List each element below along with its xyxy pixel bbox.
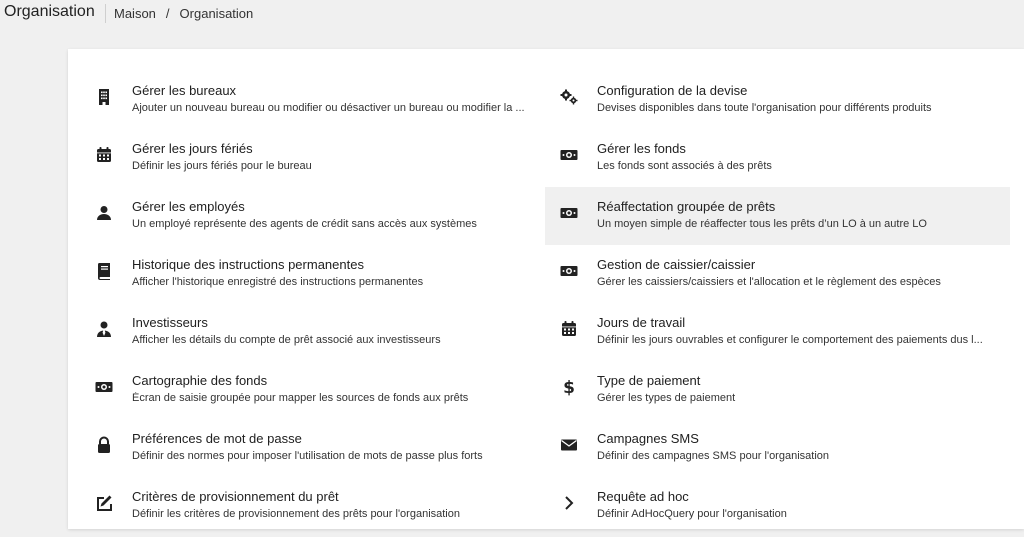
menu-item-right-3[interactable]	[545, 187, 1010, 245]
breadcrumb-separator: /	[165, 6, 170, 21]
menu-item-description: Afficher l'historique enregistré des instructions permanentes	[132, 276, 424, 288]
menu-item-description: Un employé représente des agents de crédit sans accès aux systèmes	[132, 218, 477, 230]
menu-item-title: Configuration de la devise	[597, 83, 748, 98]
menu-item-description: Afficher les détails du compte de prêt associé aux investisseurs	[132, 334, 441, 346]
menu-item-left-6[interactable]	[68, 364, 546, 421]
top-bar	[0, 0, 1024, 30]
menu-item-title: Requête ad hoc	[597, 489, 689, 504]
menu-item-left-8[interactable]	[68, 480, 546, 537]
menu-item-description: Définir les jours ouvrables et configurer le comportement des paiements dus l...	[597, 334, 983, 346]
calendar-icon	[94, 145, 114, 165]
menu-item-description: Ajouter un nouveau bureau ou modifier ou désactiver un bureau ou modifier la ...	[132, 102, 525, 114]
menu-item-description: Gérer les types de paiement	[597, 392, 736, 404]
menu-item-title: Type de paiement	[597, 373, 701, 388]
menu-item-right-7[interactable]	[545, 422, 1010, 479]
book-icon	[94, 261, 114, 281]
money-icon	[94, 377, 114, 397]
menu-item-title: Gérer les employés	[132, 199, 245, 214]
envelope-icon	[559, 435, 579, 455]
menu-item-title: Investisseurs	[132, 315, 208, 330]
menu-item-description: Devises disponibles dans toute l'organisation pour différents produits	[597, 102, 932, 114]
menu-item-title: Campagnes SMS	[597, 431, 699, 446]
menu-item-title: Historique des instructions permanentes	[132, 257, 364, 272]
breadcrumb-current: Organisation	[179, 6, 254, 21]
menu-item-title: Gérer les jours fériés	[132, 141, 253, 156]
menu-item-right-2[interactable]	[545, 132, 1010, 189]
menu-item-title: Gérer les fonds	[597, 141, 686, 156]
user-tie-icon	[94, 319, 114, 339]
page-title: Organisation	[4, 3, 95, 20]
menu-item-right-4[interactable]	[545, 248, 1010, 305]
menu-item-title: Réaffectation groupée de prêts	[597, 199, 776, 214]
money-icon	[559, 203, 579, 223]
menu-item-description: Écran de saisie groupée pour mapper les sources de fonds aux prêts	[132, 392, 469, 404]
calendar-icon	[559, 319, 579, 339]
lock-icon	[94, 435, 114, 455]
menu-item-description: Les fonds sont associés à des prêts	[597, 160, 772, 172]
menu-item-left-3[interactable]	[68, 190, 546, 247]
menu-item-left-7[interactable]	[68, 422, 546, 479]
breadcrumb-home[interactable]: Maison	[114, 6, 156, 21]
building-icon	[94, 87, 114, 107]
menu-item-left-4[interactable]	[68, 248, 546, 305]
edit-icon	[94, 493, 114, 513]
money-icon	[559, 261, 579, 281]
menu-item-left-5[interactable]	[68, 306, 546, 363]
menu-item-title: Critères de provisionnement du prêt	[132, 489, 339, 504]
menu-item-description: Gérer les caissiers/caissiers et l'allocation et le règlement des espèces	[597, 276, 941, 288]
person-icon	[94, 203, 114, 223]
menu-item-description: Un moyen simple de réaffecter tous les prêts d’un LO à un autre LO	[597, 218, 927, 230]
menu-item-title: Préférences de mot de passe	[132, 431, 302, 446]
menu-item-title: Jours de travail	[597, 315, 686, 330]
organisation-menu-card	[68, 49, 1024, 529]
breadcrumb	[114, 6, 253, 21]
menu-item-description: Définir les critères de provisionnement des prêts pour l'organisation	[132, 508, 460, 520]
chevron-right-icon	[559, 493, 579, 513]
menu-item-description: Définir des normes pour imposer l'utilisation de mots de passe plus forts	[132, 450, 483, 462]
menu-item-right-1[interactable]	[545, 74, 1010, 131]
menu-item-description: Définir AdHocQuery pour l'organisation	[597, 508, 787, 520]
menu-item-left-1[interactable]	[68, 74, 546, 131]
menu-item-title: Gérer les bureaux	[132, 83, 237, 98]
money-icon	[559, 145, 579, 165]
menu-item-left-2[interactable]	[68, 132, 546, 189]
title-divider	[105, 4, 106, 23]
cogs-icon	[559, 87, 579, 107]
menu-item-description: Définir les jours fériés pour le bureau	[132, 160, 312, 172]
menu-item-description: Définir des campagnes SMS pour l'organisation	[597, 450, 829, 462]
menu-item-right-6[interactable]	[545, 364, 1010, 421]
menu-item-right-5[interactable]	[545, 306, 1010, 363]
menu-item-title: Gestion de caissier/caissier	[597, 257, 756, 272]
dollar-icon	[559, 377, 579, 397]
svg-text:$: $	[563, 378, 575, 397]
menu-item-title: Cartographie des fonds	[132, 373, 268, 388]
menu-item-right-8[interactable]	[545, 480, 1010, 537]
